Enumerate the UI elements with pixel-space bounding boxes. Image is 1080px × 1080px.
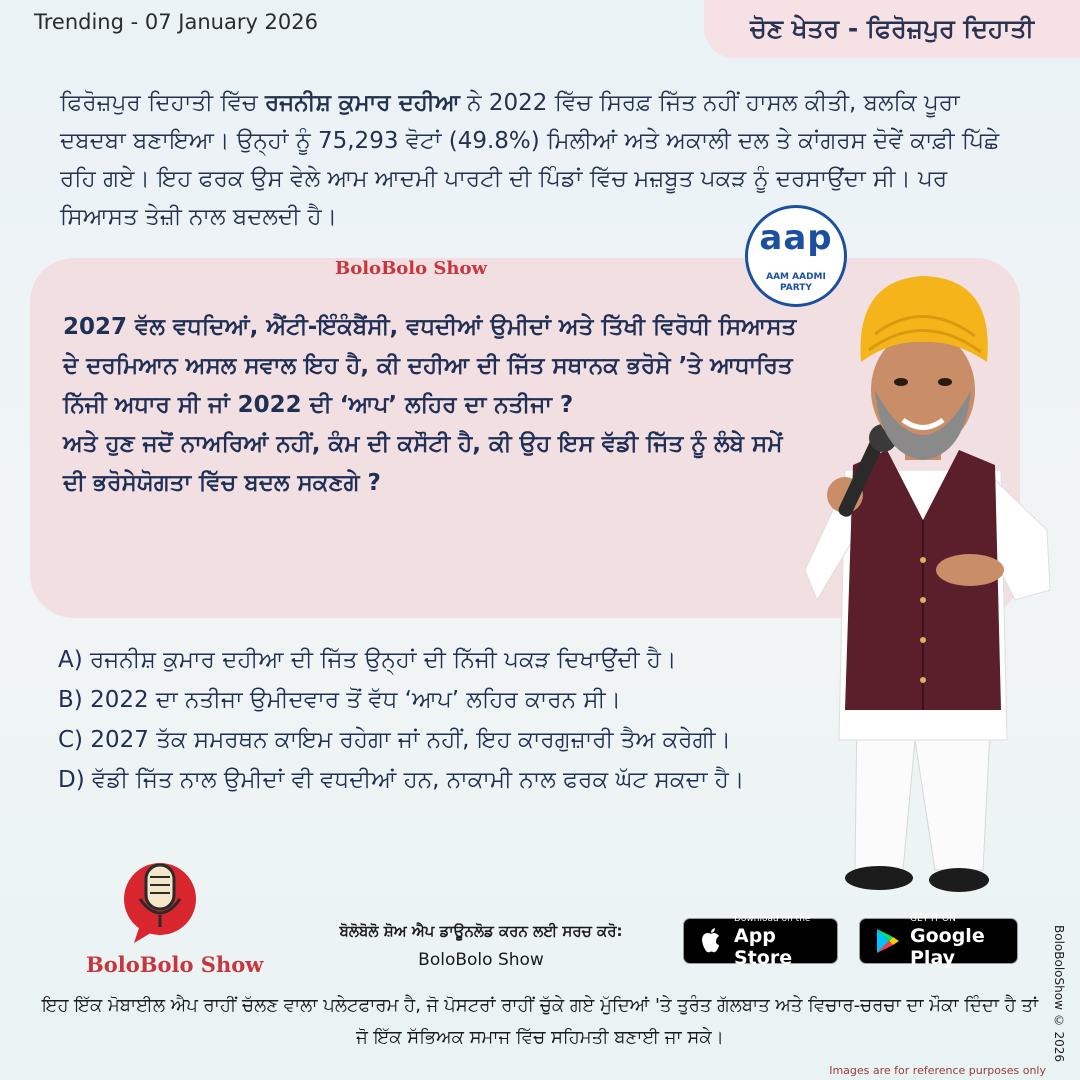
intro-paragraph xyxy=(60,84,1020,236)
speaker-illustration xyxy=(795,270,1065,910)
option-c[interactable]: C) 2027 ਤੱਕ ਸਮਰਥਨ ਕਾਇਮ ਰਹੇਗਾ ਜਾਂ ਨਹੀਂ, ਇਹ ਕਾਰਗੁਜ਼ਾਰੀ ਤੈਅ ਕਰੇਗੀ। xyxy=(58,727,731,753)
option-a[interactable]: A) ਰਜਨੀਸ਼ ਕੁਮਾਰ ਦਹੀਆ ਦੀ ਜਿੱਤ ਉਨ੍ਹਾਂ ਦੀ ਨਿੱਜੀ ਪਕੜ ਦਿਖਾਉਂਦੀ ਹੈ। xyxy=(58,647,677,673)
party-logo-line-2: PARTY xyxy=(780,283,812,293)
footer-description: ਇਹ ਇੱਕ ਮੋਬਾਈਲ ਐਪ ਰਾਹੀਂ ਚੱਲਣ ਵਾਲਾ ਪਲੇਟਫਾਰਮ ਹੈ, ਜੋ ਪੋਸਟਰਾਂ ਰਾਹੀਂ ਚੁੱਕੇ ਗਏ ਮੁੱਦਿਆਂ 'ਤੇ ਤੁਰੰਤ ਗੱਲਬਾਤ ਅਤੇ ਵਿਚਾਰ-ਚਰਚਾ ਦਾ ਮੌਕਾ ਦਿੰਦਾ ਹੈ ਤਾਂ ਜੋ ਇੱਕ ਸੱਭਿਅਕ ਸਮਾਜ ਵਿੱਚ ਸਹਿਮਤੀ ਬਣਾਈ ਜਾ ਸਕੇ। xyxy=(41,995,1039,1048)
app-store-small-text: Download on the xyxy=(734,913,811,924)
apple-icon xyxy=(696,926,726,956)
intro-text-end: ਨੇ 2022 ਵਿੱਚ ਸਿਰਫ਼ ਜਿੱਤ ਨਹੀਂ ਹਾਸਲ ਕੀਤੀ, ਬਲਕਿ ਪੂਰਾ ਦਬਦਬਾ ਬਣਾਇਆ। ਉਨ੍ਹਾਂ ਨੂੰ 75,293 ਵੋਟਾਂ (49.8%) ਮਿਲੀਆਂ ਅਤੇ ਅਕਾਲੀ ਦਲ ਤੇ ਕਾਂਗਰਸ ਦੋਵੇਂ ਕਾਫ਼ੀ ਪਿੱਛੇ ਰਹਿ ਗਏ। ਇਹ ਫਰਕ ਉਸ ਵੇਲੇ ਆਮ ਆਦਮੀ ਪਾਰਟੀ ਦੀ ਪਿੰਡਾਂ ਵਿੱਚ ਮਜ਼ਬੂਤ ਪਕੜ ਨੂੰ ਦਰਸਾਉਂਦਾ ਸੀ। ਪਰ ਸਿਆਸਤ ਤੇਜ਼ੀ ਨਾਲ ਬਦਲਦੀ ਹੈ। xyxy=(60,90,1000,230)
app-store-big-text: App Store xyxy=(734,924,793,969)
question-line-1: 2027 ਵੱਲ ਵਧਦਿਆਂ, ਐਂਟੀ-ਇੰਕੰਬੈਂਸੀ, ਵਧਦੀਆਂ ਉਮੀਦਾਂ ਅਤੇ ਤਿੱਖੀ ਵਿਰੋਧੀ ਸਿਆਸਤ ਦੇ ਦਰਮਿਆਨ ਅਸਲ ਸਵਾਲ ਇਹ ਹੈ, ਕੀ ਦਹੀਆ ਦੀ ਜਿੱਤ ਸਥਾਨਕ ਭਰੋਸੇ ’ਤੇ ਆਧਾਰਿਤ ਨਿੱਜੀ ਅਧਾਰ ਸੀ ਜਾਂ 2022 ਦੀ ‘ਆਪ’ ਲਹਿਰ ਦਾ ਨਤੀਜਾ ? xyxy=(63,314,797,418)
question-line-2: ਅਤੇ ਹੁਣ ਜਦੋਂ ਨਾਅਰਿਆਂ ਨਹੀਂ, ਕੰਮ ਦੀ ਕਸੌਟੀ ਹੈ, ਕੀ ਉਹ ਇਸ ਵੱਡੀ ਜਿੱਤ ਨੂੰ ਲੰਬੇ ਸਮੇਂ ਦੀ ਭਰੋਸੇਯੋਗਤਾ ਵਿੱਚ ਬਦਲ ਸਕਣਗੇ ? xyxy=(63,431,783,496)
trending-date: Trending - 07 January 2026 xyxy=(34,10,319,34)
answer-options xyxy=(58,640,858,800)
google-play-big-text: Google Play xyxy=(910,924,985,969)
download-prompt xyxy=(298,917,664,975)
party-logo xyxy=(745,205,847,307)
party-logo-line-1: AAM AADMI xyxy=(766,272,826,282)
intro-text-start: ਫਿਰੋਜ਼ਪੁਰ ਦਿਹਾਤੀ ਵਿੱਚ xyxy=(60,90,265,116)
microphone-icon xyxy=(110,855,210,945)
constituency-tag: ਚੋਣ ਖੇਤਰ - ਫਿਰੋਜ਼ਪੁਰ ਦਿਹਾਤੀ xyxy=(704,0,1080,58)
question-text xyxy=(63,308,803,503)
question-card-brand: BoloBolo Show xyxy=(335,258,487,279)
option-b[interactable]: B) 2022 ਦਾ ਨਤੀਜਾ ਉਮੀਦਵਾਰ ਤੋਂ ਵੱਧ ‘ਆਪ’ ਲਹਿਰ ਕਾਰਨ ਸੀ। xyxy=(58,687,622,713)
brand-logo-text: BoloBolo Show xyxy=(86,952,264,977)
candidate-name: ਰਜਨੀਸ਼ ਕੁਮਾਰ ਦਹੀਆ xyxy=(265,90,460,116)
google-play-icon xyxy=(872,926,902,956)
google-play-small-text: GET IT ON xyxy=(910,913,956,924)
google-play-button[interactable] xyxy=(859,913,1018,969)
option-d[interactable]: D) ਵੱਡੀ ਜਿੱਤ ਨਾਲ ਉਮੀਦਾਂ ਵੀ ਵਧਦੀਆਂ ਹਨ, ਨਾਕਾਮੀ ਨਾਲ ਫਰਕ ਘੱਟ ਸਕਦਾ ਹੈ। xyxy=(58,767,745,793)
party-logo-full xyxy=(748,272,844,294)
app-store-button[interactable] xyxy=(683,913,838,969)
party-logo-short: aap xyxy=(759,218,833,258)
image-disclaimer: Images are for reference purposes only xyxy=(829,1064,1046,1077)
copyright-credit: BoloBoloShow © 2026 xyxy=(1052,925,1066,1063)
download-app-name: BoloBolo Show xyxy=(418,950,544,970)
download-instruction: ਬੋਲੋਬੋਲੋ ਸ਼ੋਅ ਐਪ ਡਾਊਨਲੋਡ ਕਰਨ ਲਈ ਸਰਚ ਕਰੋ: xyxy=(339,922,623,940)
